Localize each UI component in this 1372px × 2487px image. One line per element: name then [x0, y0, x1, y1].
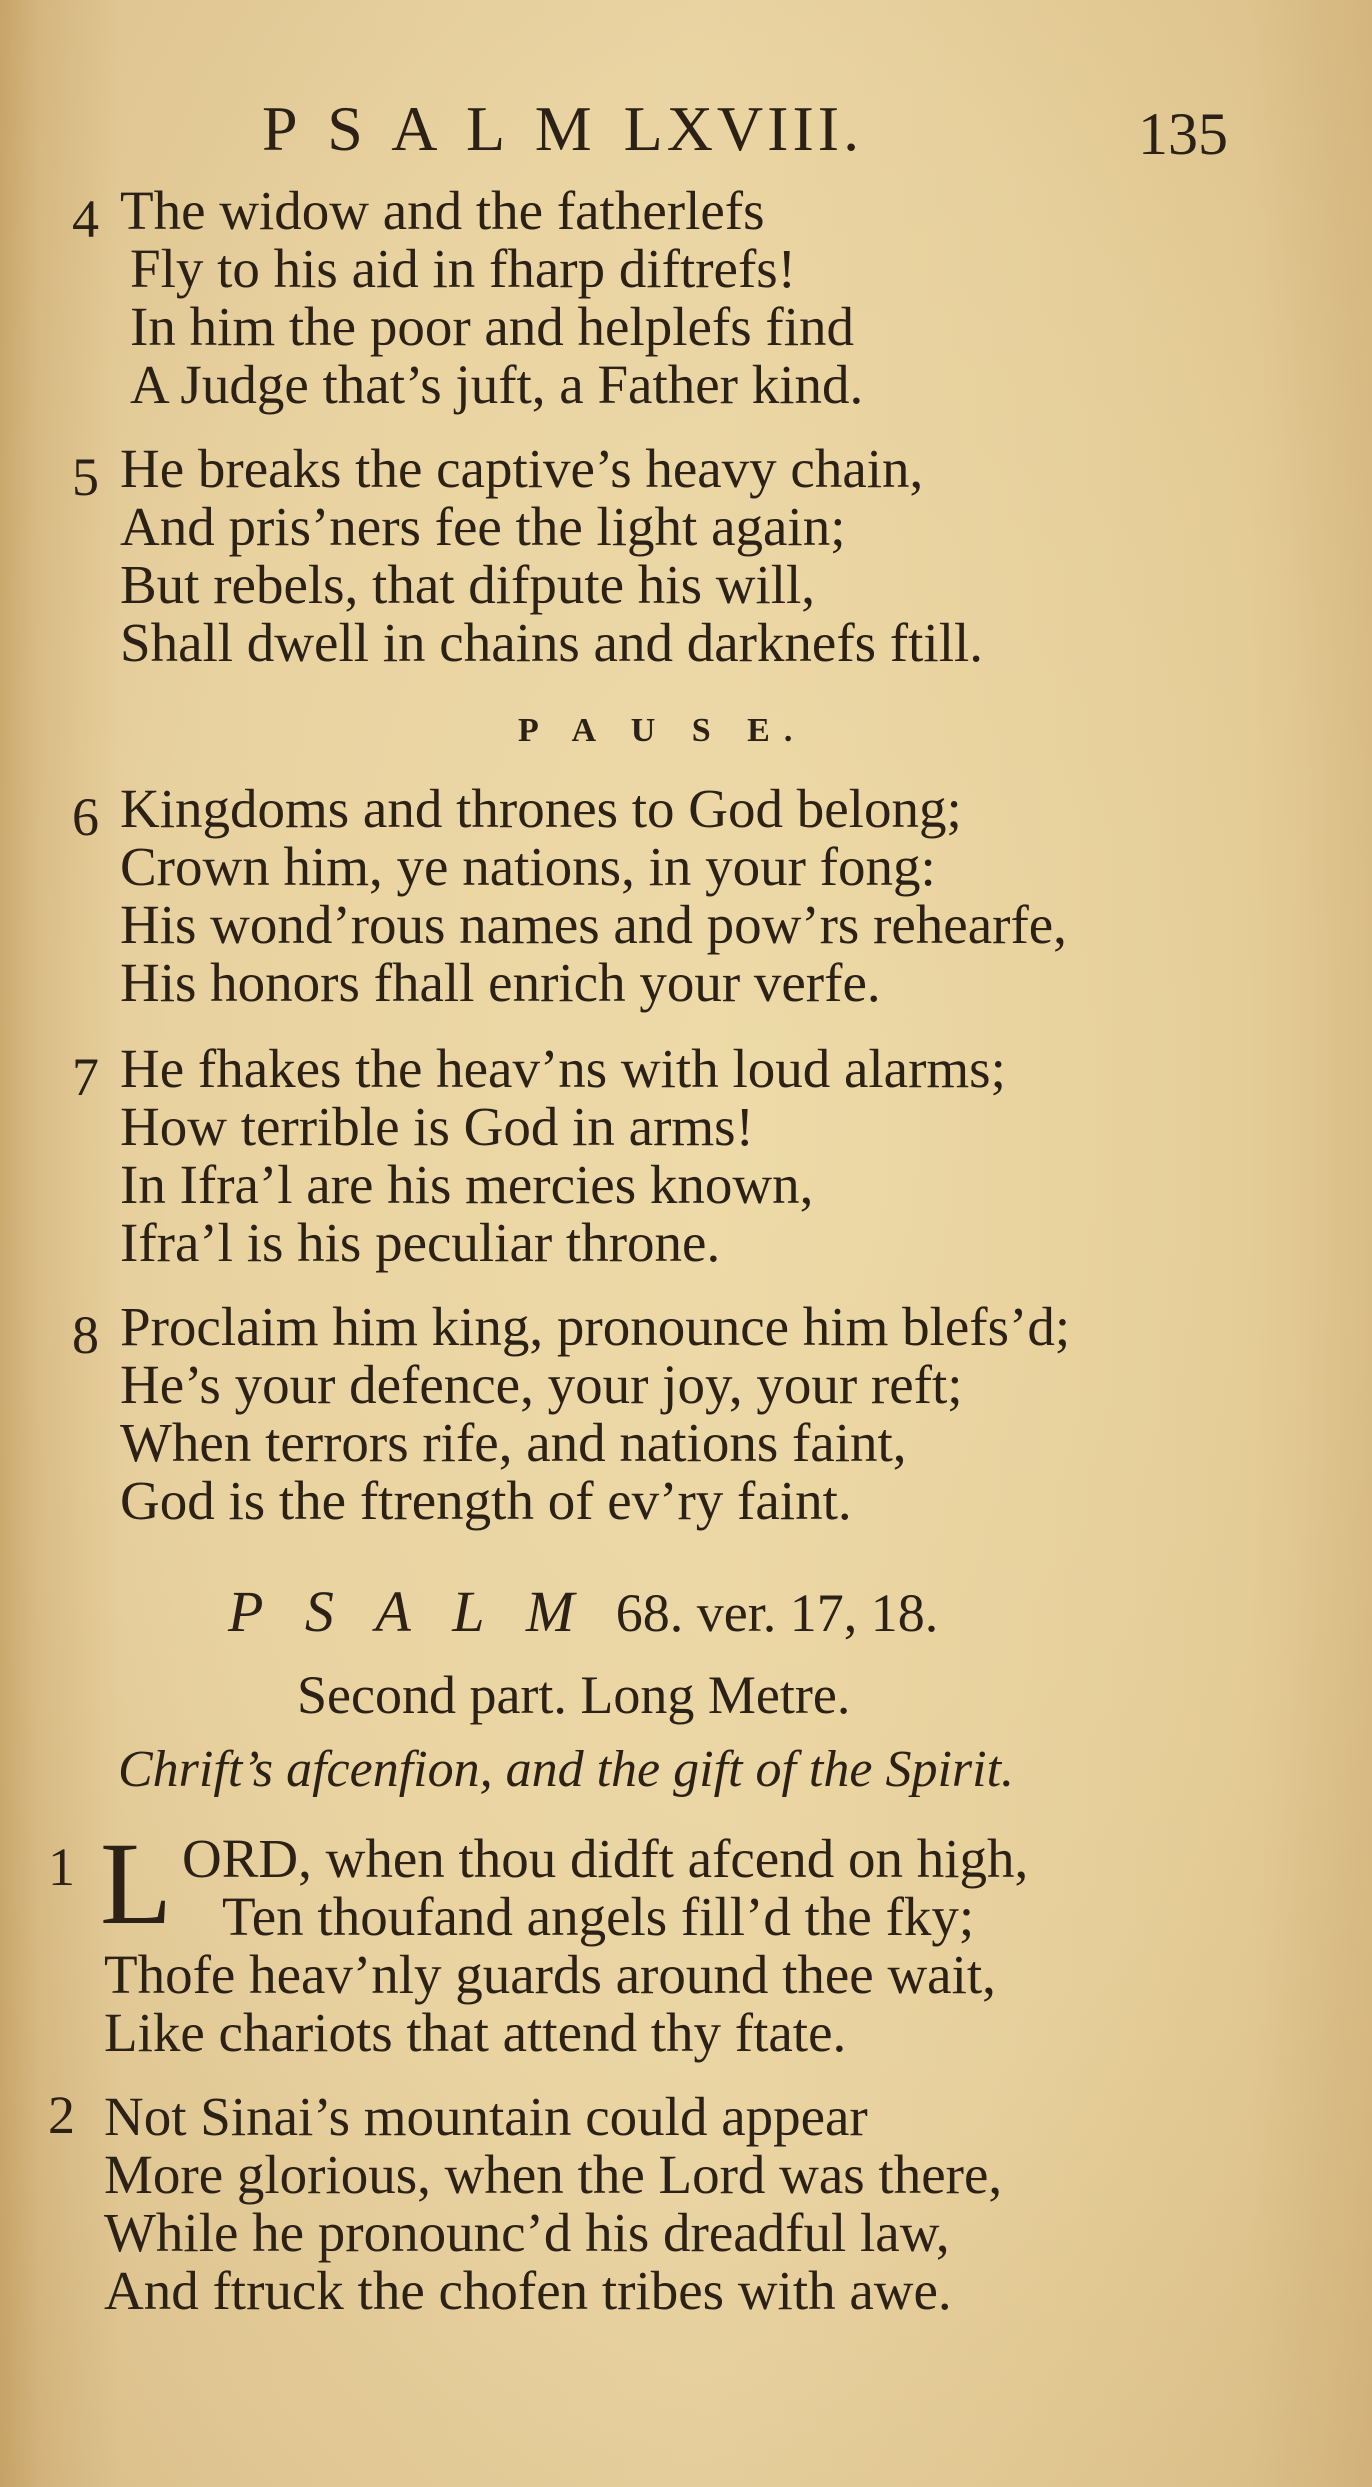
verse-number: 6: [72, 787, 99, 847]
verse-line: Ten thoufand angels fill’d the fky;: [222, 1886, 975, 1947]
running-title: P S A L M LXVIII.: [262, 93, 864, 164]
verse-line: Proclaim him king, pronounce him blefs’d;: [120, 1296, 1071, 1357]
verse-line: Fly to his aid in fharp diftrefs!: [130, 238, 796, 299]
verse-line: His wond’rous names and pow’rs rehearfe,: [120, 894, 1067, 955]
verse-line: Shall dwell in chains and darknefs ftill.: [120, 612, 984, 673]
verse-line: In him the poor and helplefs find: [130, 296, 854, 357]
verse-line: Kingdoms and thrones to God belong;: [120, 778, 962, 839]
verse-line: More glorious, when the Lord was there,: [104, 2144, 1003, 2205]
verse-line: When terrors rife, and nations faint,: [120, 1412, 907, 1473]
verse-line: God is the ftrength of ev’ry faint.: [120, 1470, 852, 1531]
verse-line: ORD, when thou didft afcend on high,: [182, 1828, 1029, 1889]
verse-line: The widow and the fatherlefs: [120, 180, 765, 241]
verse-line: In Ifra’l are his mercies known,: [120, 1154, 814, 1215]
verse-line: He fhakes the heav’ns with loud alarms;: [120, 1038, 1006, 1099]
verse-line: How terrible is God in arms!: [120, 1096, 754, 1157]
subject-heading: Chrift’s afcenfion, and the gift of the Spirit.: [118, 1741, 1015, 1798]
page-header: [0, 92, 1372, 167]
verse-line: And ftruck the chofen tribes with awe.: [104, 2260, 952, 2321]
verse-line: He breaks the captive’s heavy chain,: [120, 438, 924, 499]
verse-line: While he pronounc’d his dreadful law,: [104, 2202, 950, 2263]
verse-line: Crown him, ye nations, in your fong:: [120, 836, 936, 897]
psalm-heading: [228, 1578, 938, 1645]
verse-number: 1: [48, 1837, 75, 1897]
verse-line: His honors fhall enrich your verfe.: [120, 952, 881, 1013]
page-number: 135: [1138, 101, 1228, 167]
verse-line: And pris’ners fee the light again;: [120, 496, 846, 557]
verse-line: Not Sinai’s mountain could appear: [104, 2086, 868, 2147]
metre-heading: Second part. Long Metre.: [297, 1665, 851, 1725]
verse-number: 2: [48, 2085, 75, 2145]
verse-line: Like chariots that attend thy ftate.: [104, 2002, 847, 2063]
verse-line: But rebels, that difpute his will,: [120, 554, 816, 615]
verse-line: He’s your defence, your joy, your reft;: [120, 1354, 963, 1415]
verse-number: 8: [72, 1305, 99, 1365]
pause-heading: P A U S E.: [518, 712, 807, 749]
verse-line: A Judge that’s juft, a Father kind.: [130, 354, 864, 415]
psalm-reference: 68. ver. 17, 18.: [615, 1583, 939, 1643]
verse-line: Ifra’l is his peculiar throne.: [120, 1212, 721, 1273]
verse-number: 4: [72, 189, 99, 249]
psalm-title: P S A L M: [228, 1579, 589, 1644]
drop-cap: L: [100, 1818, 173, 1949]
verse-number: 5: [72, 447, 99, 507]
verse-number: 7: [72, 1047, 99, 1107]
verse-line: Thofe heav’nly guards around thee wait,: [104, 1944, 996, 2005]
